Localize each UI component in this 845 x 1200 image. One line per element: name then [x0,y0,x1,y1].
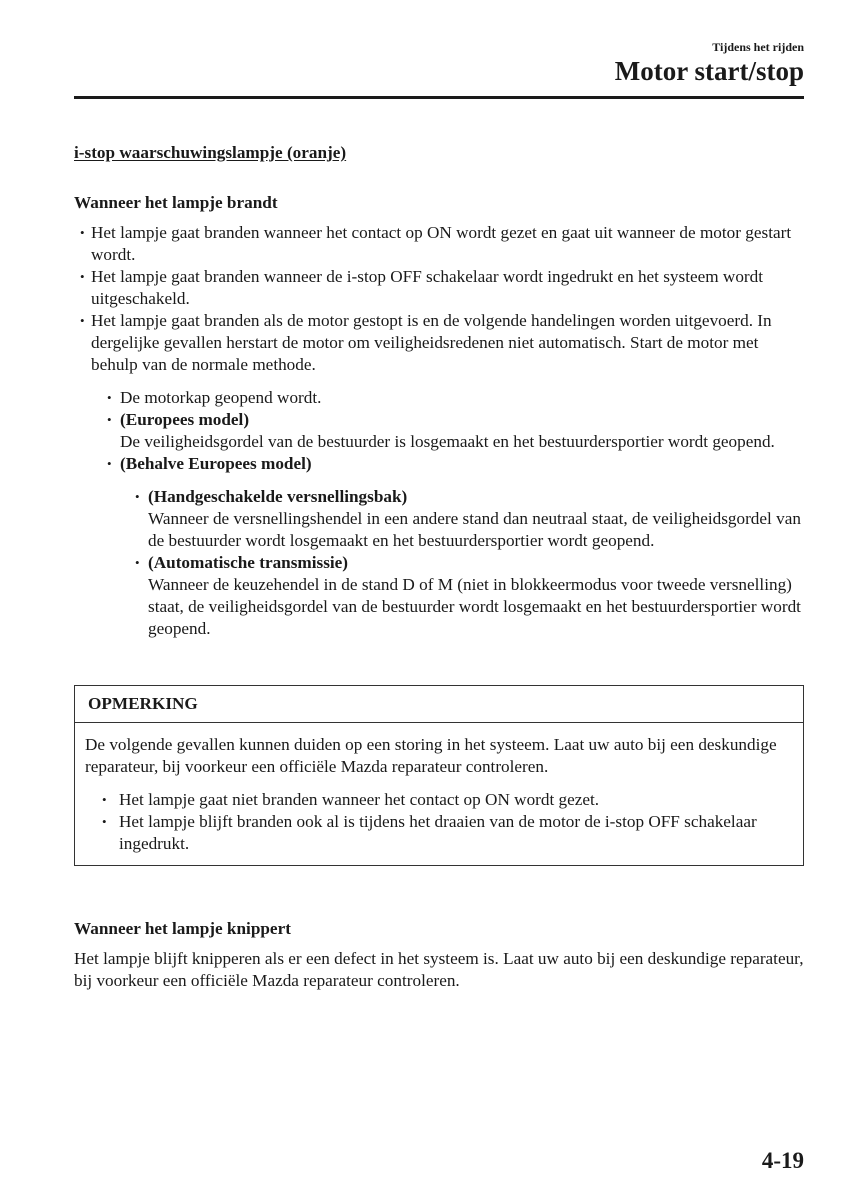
european-model-text: De veiligheidsgordel van de bestuurder is losgemaakt en het bestuurdersportier wordt geopend. [120,432,775,451]
manual-transmission-label: • (Handgeschakelde versnellingsbak) [148,487,408,506]
note-intro: De volgende gevallen kunnen duiden op een storing in het systeem. Laat uw auto bij een deskundige reparateur, bij voorkeur een officiële Mazda reparateur controleren. [85,735,777,776]
note-body [75,723,803,865]
burning-heading: Wanneer het lampje brandt [74,193,278,212]
transmission-list [132,486,804,640]
list-item: • Het lampje blijft branden ook al is tijdens het draaien van de motor de i-stop OFF schakelaar ingedrukt. [85,811,793,855]
main-content [74,142,804,992]
european-model-label: • (Europees model) [120,410,250,429]
manual-transmission-text: Wanneer de versnellingshendel in een andere stand dan neutraal staat, de veiligheidsgordel van de bestuurder wordt losgemaakt en het bestuurdersportier wordt geopend. [148,509,801,550]
blinking-heading: Wanneer het lampje knippert [74,919,291,938]
condition-list [104,387,804,640]
blinking-text: Het lampje blijft knipperen als er een defect in het systeem is. Laat uw auto bij een deskundige reparateur, bij voorkeur een officiële Mazda reparateur controleren. [74,949,804,990]
list-item: • Het lampje gaat branden wanneer het contact op ON wordt gezet en gaat uit wanneer de motor gestart wordt. [74,222,804,266]
automatic-transmission-label: • (Automatische transmissie) [148,553,349,572]
header-divider [74,96,804,99]
automatic-transmission-text: Wanneer de keuzehendel in de stand D of M (niet in blokkeermodus voor tweede versnelling) staat, de veiligheidsgordel van de bestuurder wordt losgemaakt en het bestuurdersportier wordt geopend. [148,575,801,638]
list-item [74,310,804,640]
list-item-text: Het lampje gaat branden als de motor gestopt is en de volgende handelingen worden uitgevoerd. In dergelijke gevallen herstart de motor om veiligheidsredenen niet automatisch. Start de motor met behulp van de normale methode. [91,311,772,374]
list-item: • Het lampje gaat branden wanneer de i-stop OFF schakelaar wordt ingedrukt en het systeem wordt uitgeschakeld. [74,266,804,310]
list-item [132,552,804,640]
section-heading: i-stop waarschuwingslampje (oranje) [74,143,347,162]
note-box [74,685,804,866]
note-list [85,789,793,855]
page-title: Motor start/stop [614,56,804,86]
list-item: • De motorkap geopend wordt. [104,387,804,409]
list-item [132,486,804,552]
list-item: • Het lampje gaat niet branden wanneer het contact op ON wordt gezet. [85,789,793,811]
note-title: OPMERKING [75,686,803,723]
burning-list [74,222,804,640]
page-number: 4-19 [761,1148,804,1173]
list-item [104,409,804,453]
non-european-model-label: • (Behalve Europees model) [120,454,312,473]
section-label: Tijdens het rijden [712,40,804,54]
list-item [104,453,804,640]
